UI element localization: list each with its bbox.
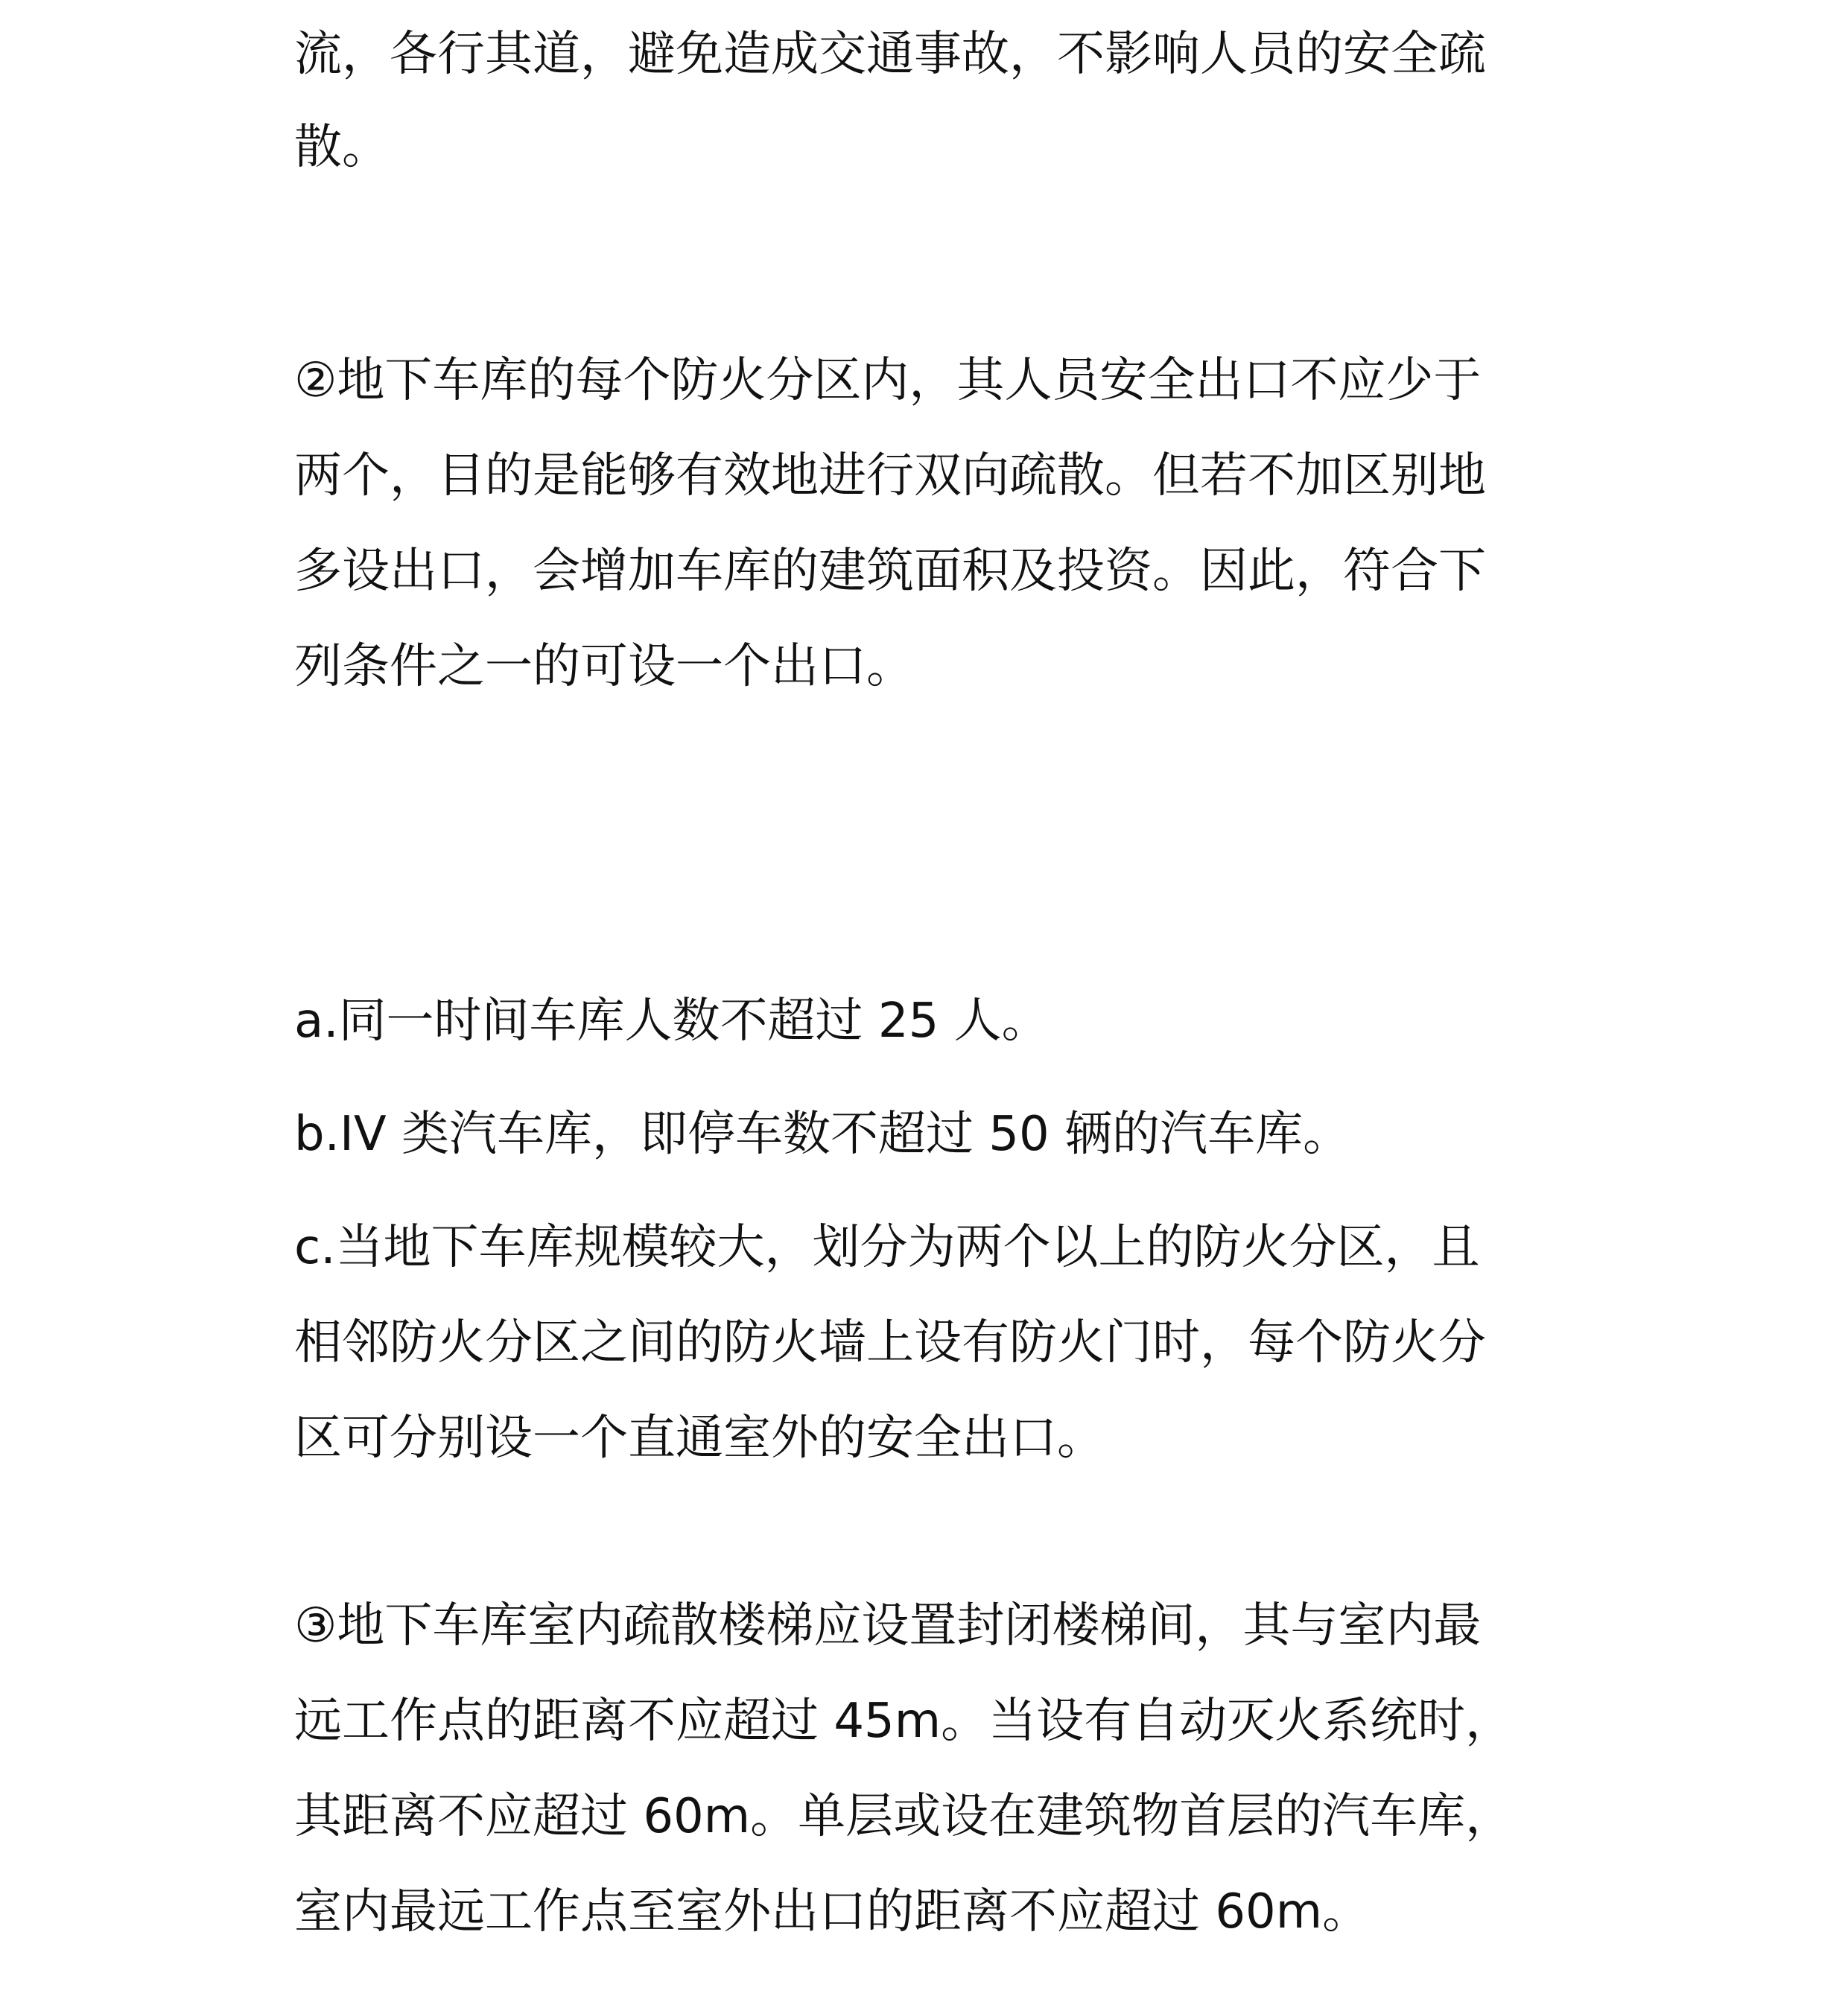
paragraph-3-line-4: 室内最远工作点至室外出口的距离不应超过 60m。 xyxy=(294,1884,1371,1939)
paragraph-2-line-2: 两个，目的是能够有效地进行双向疏散。但若不加区别地 xyxy=(294,448,1486,503)
paragraph-3-line-3: 其距离不应超过 60m。单层或设在建筑物首层的汽车库， xyxy=(294,1789,1514,1844)
list-item-c-line-3: 区可分别设一个直通室外的安全出口。 xyxy=(294,1411,1105,1466)
paragraph-1-line-2: 散。 xyxy=(294,120,390,175)
list-item-a: a.同一时间车库人数不超过 25 人。 xyxy=(294,994,1050,1049)
list-item-c-line-1: c.当地下车库规模较大，划分为两个以上的防火分区，且 xyxy=(294,1220,1480,1275)
paragraph-3-line-2: 远工作点的距离不应超过 45m。当设有自动灭火系统时， xyxy=(294,1694,1514,1749)
paragraph-2-line-4: 列条件之一的可设一个出口。 xyxy=(294,639,914,694)
list-item-c-line-2: 相邻防火分区之间的防火墙上设有防火门时，每个防火分 xyxy=(294,1315,1486,1370)
paragraph-3-line-1: ③地下车库室内疏散楼梯应设置封闭楼梯间，其与室内最 xyxy=(294,1598,1482,1653)
list-item-b: b.IV 类汽车库，即停车数不超过 50 辆的汽车库。 xyxy=(294,1107,1351,1162)
paragraph-2-line-1: ②地下车库的每个防火分区内，其人员安全出口不应少于 xyxy=(294,353,1482,408)
paragraph-2-line-3: 多设出口，会增加车库的建筑面积及投资。因此，符合下 xyxy=(294,544,1486,599)
paragraph-1-line-1: 流，各行其道，避免造成交通事故，不影响人员的安全疏 xyxy=(294,27,1486,82)
